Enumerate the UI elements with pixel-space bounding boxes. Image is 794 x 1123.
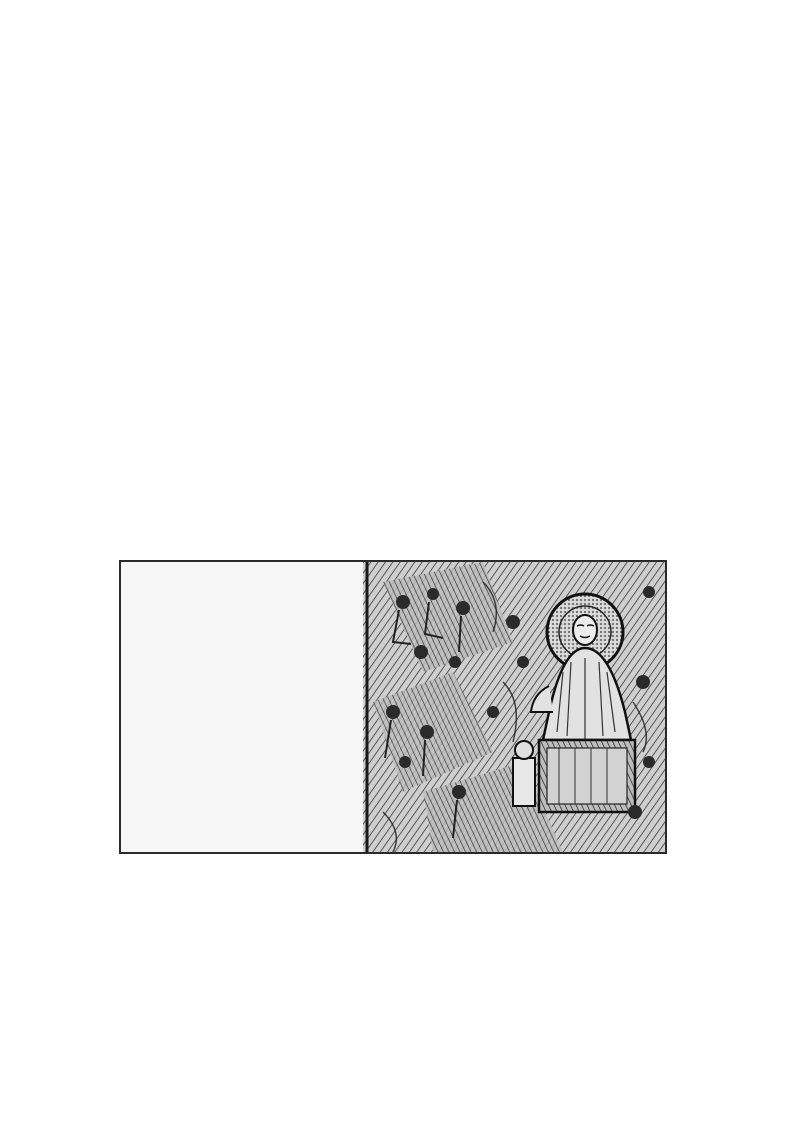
woodblock-buddha-illustration	[363, 562, 665, 852]
sutra-text-panel	[121, 562, 363, 852]
printed-sutra-figure	[119, 560, 667, 854]
